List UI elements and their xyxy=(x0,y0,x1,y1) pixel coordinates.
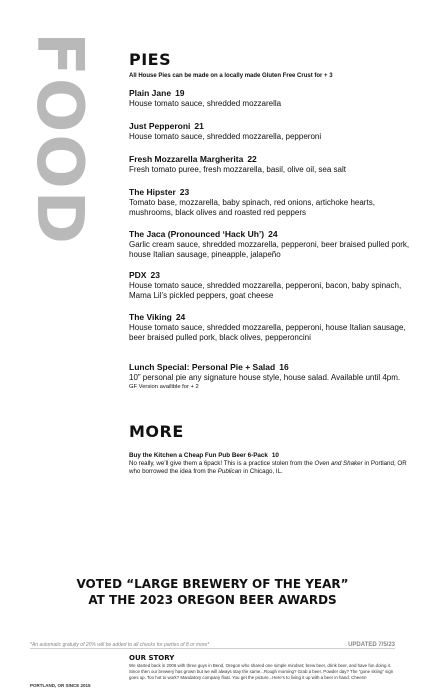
item-name: The Viking xyxy=(129,312,172,322)
menu-item-margherita xyxy=(129,154,414,175)
award-banner xyxy=(0,576,425,608)
menu-item-the-hipster xyxy=(129,187,414,217)
item-price: 24 xyxy=(175,312,186,322)
item-price: 23 xyxy=(179,187,190,197)
menu-item-the-viking xyxy=(129,312,414,342)
item-name: Buy the Kitchen a Cheap Fun Pub Beer 6-Pack xyxy=(129,452,268,459)
item-description: House tomato sauce, shredded mozzarella xyxy=(129,99,282,108)
gf-version-note: GF Version availible for + 2 xyxy=(129,383,199,390)
menu-item-lunch-special xyxy=(129,362,414,391)
footer-divider xyxy=(30,648,395,649)
item-name: Just Pepperoni xyxy=(129,121,191,131)
award-line-1: VOTED “LARGE BREWERY OF THE YEAR” xyxy=(76,577,349,591)
menu-item-plain-jane xyxy=(129,88,414,109)
more-heading: MORE xyxy=(129,422,184,441)
menu-item-the-jaca xyxy=(129,229,414,259)
item-price: 22 xyxy=(247,154,257,164)
item-price: 24 xyxy=(268,229,278,239)
item-name: The Hipster xyxy=(129,187,176,197)
award-line-2: AT THE 2023 OREGON BEER AWARDS xyxy=(88,593,337,607)
item-description: House tomato sauce, shredded mozzarella, pepperoni xyxy=(129,132,322,141)
item-description: Garlic cream sauce, shredded mozzarella, pepperoni, beer braised pulled pork, house Italian sausage, pineapple, jalapeño xyxy=(129,240,410,259)
item-price: 21 xyxy=(194,121,204,131)
item-name: PDX xyxy=(129,270,147,280)
item-price: 23 xyxy=(150,270,160,280)
menu-item-kitchen-six-pack xyxy=(129,451,414,476)
item-description: House tomato sauce, shredded mozzarella, pepperoni, bacon, baby spinach, Mama Lil’s pickled peppers, goat cheese xyxy=(129,281,402,300)
item-description: No really, we’ll give them a 6pack! This is a practice stolen from the Oven and Shaker in Portland, OR who borrowed the idea from the Publican in Chicago, IL. xyxy=(129,460,407,475)
item-name: The Jaca (Pronounced ‘Hack Uh’) xyxy=(129,229,265,239)
updated-date: UPDATED 7/5/23 xyxy=(348,642,395,648)
our-story-text: We started back in 2006 with three guys in Bend, Oregon who shared one simple mindset; brew beer, drink beer, and have fun doing it. Since then our brewery has grown but we will always stay the same...Rough morning? Grab a beer. Powder day? The “gone skiing” sign goes up. Too hot to work? Mandatory company float. You get the picture...Here’s to living it up with a beer in hand. Cheers! xyxy=(129,663,394,681)
location-since-label: PORTLAND, OR SINCE 2015 xyxy=(30,683,91,688)
item-price: 19 xyxy=(175,88,185,98)
item-description: Tomato base, mozzarella, baby spinach, red onions, artichoke hearts, mushrooms, black olives and roasted red peppers xyxy=(129,198,375,217)
item-name: Fresh Mozzarella Margherita xyxy=(129,154,244,164)
pies-heading: PIES xyxy=(129,50,172,69)
menu-item-pdx xyxy=(129,270,414,300)
item-description: 10” personal pie any signature house style, house salad. Available until 4pm. xyxy=(129,373,401,382)
item-name: Plain Jane xyxy=(129,88,172,98)
item-price: 10 xyxy=(271,452,279,459)
gluten-free-note: All House Pies can be made on a locally made Gluten Free Crust for + 3 xyxy=(129,73,333,79)
our-story-heading: OUR STORY xyxy=(129,654,175,662)
food-title-text: FOOD xyxy=(22,32,96,246)
item-price: 16 xyxy=(279,362,289,372)
food-side-title xyxy=(20,14,98,264)
item-name: Lunch Special: Personal Pie + Salad xyxy=(129,362,276,372)
gratuity-note: *An automatic gratuity of 20% will be added to all checks for parties of 8 or more* xyxy=(30,642,210,648)
item-description: Fresh tomato puree, fresh mozzarella, basil, olive oil, sea salt xyxy=(129,165,346,174)
menu-item-just-pepperoni xyxy=(129,121,414,142)
item-description: House tomato sauce, shredded mozzarella, pepperoni, house Italian sausage, beer braised pulled pork, black olives, pepperoncini xyxy=(129,323,406,342)
